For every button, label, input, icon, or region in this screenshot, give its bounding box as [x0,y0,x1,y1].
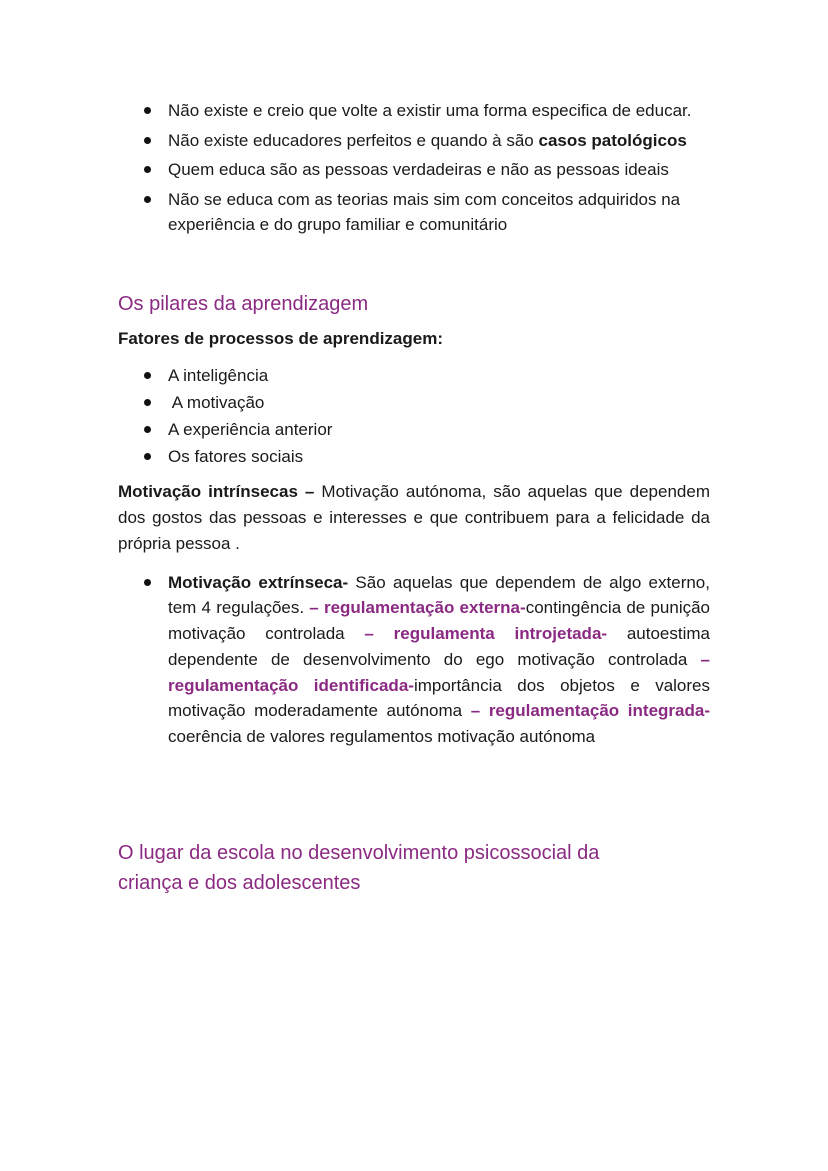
section-heading: O lugar da escola no desenvolvimento psicossocial da criança e dos adolescentes [118,842,600,895]
list-item-text: Não se educa com as teorias mais sim com conceitos adquiridos na experiência e do grupo familiar e comunitário [168,189,681,234]
list-item [118,128,710,154]
subheading: Fatores de processos de aprendizagem: [118,328,443,348]
principles-list [118,98,710,238]
list-item-text: A experiência anterior [168,419,333,439]
list-item-text: Não existe educadores perfeitos e quando à são [168,130,539,150]
regulation-name: – regulamentação externa- [309,598,526,618]
list-item [118,157,710,183]
list-item [118,362,710,389]
list-item [118,187,710,238]
factors-list [118,362,710,470]
extrinsic-intro: São aquelas que dependem de algo externo, tem 4 regulações. [168,572,710,618]
list-item [118,389,710,416]
regulation-name: – regulamenta introjetada- [344,624,608,644]
regulation-desc: coerência de valores regulamentos motivação autónoma [168,727,596,747]
list-item [118,443,710,470]
list-item-text: A inteligência [168,365,269,385]
regulation-name: – regulamentação identificada- [168,649,711,695]
list-item [118,98,710,124]
list-item-text: Quem educa são as pessoas verdadeiras e não as pessoas ideais [168,160,669,179]
extrinsic-list [118,570,710,751]
list-item [118,570,710,751]
regulation-desc: importância dos objetos e valores motivação moderadamente autónoma [168,675,710,721]
list-item-bold: casos patológicos [538,130,687,150]
list-item-text: Não existe e creio que volte a existir uma forma especifica de educar. [168,101,692,120]
regulation-name: – regulamentação integrada- [462,701,710,721]
document-page [118,98,710,898]
list-item [118,416,710,443]
intrinsic-paragraph [118,479,710,557]
section-heading: Os pilares da aprendizagem [118,292,369,315]
regulation-desc: contingência de punição motivação controlada [168,598,711,644]
extrinsic-label: Motivação extrínseca- [168,572,349,592]
intrinsic-label: Motivação intrínsecas – [118,481,315,501]
intrinsic-text: Motivação autónoma, são aquelas que dependem dos gostos das pessoas e interesses e que contribuem para a felicidade da própria pessoa . [118,481,710,553]
list-item-text: A motivação [168,392,265,412]
list-item-text: Os fatores sociais [168,446,304,466]
regulation-desc: autoestima dependente de desenvolvimento do ego motivação controlada [168,624,710,669]
